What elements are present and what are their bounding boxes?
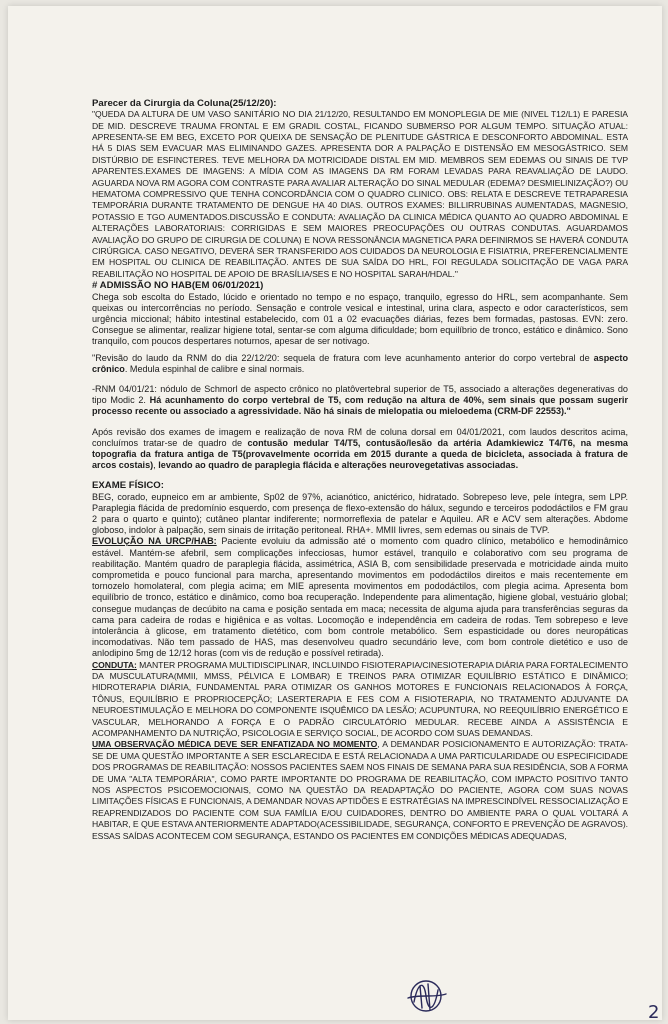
conduta-text: MANTER PROGRAMA MULTIDISCIPLINAR, INCLUINDO FISIOTERAPIA/CINESIOTERAPIA DIÁRIA PARA FORTALECIMENTO DA MUSCULATURA(MMII, MMSS, PÉLVICA E LOMBAR) E TREINOS PARA OTIMIZAR EQUILÍBRIO ESTÁTICO E DINÂMICO; HIDROTERAPIA DIÁRIA, FUNDAMENTAL PARA OTIMIZAR OS GANHOS MOTORES E FUNCIONAIS RELACIONADOS À FORÇA, TÔNUS, EQUILÍBRIO E PROPRIOCEPÇÃO; LASERTERAPIA E FES COM A FISIOTERAPIA, NO TRATAMENTO ADJUVANTE DA NEUROESTIMULAÇÃO E MELHORA DO COMPONENTE ISQUÊMICO DA LESÃO; ACUPUNTURA, NO REEQUILÍBRIO ENERGÉTICO E VASCULAR, MELHORANDO A FORÇA E O PADRÃO CIRCULATÓRIO MEDULAR. RECEBE AINDA A ASSISTÊNCIA E ACOMPANHAMENTO DA NUTRIÇÃO, PSICOLOGIA E SERVIÇO SOCIAL, DE ACORDO COM SUAS DEMANDAS. (92, 659, 628, 739)
conclusao (92, 427, 628, 472)
handwritten-signature-icon (400, 972, 452, 1020)
document-body (92, 98, 628, 842)
rnm-laudo (92, 384, 628, 418)
evolucao (92, 536, 628, 659)
observacao-title: UMA OBSERVAÇÃO MÉDICA DEVE SER ENFATIZADA NO MOMENTO (92, 739, 378, 750)
page-number: 2 (648, 1002, 660, 1020)
apos-bold1: contusão medular T4/T5, contusão/lesão da artéria Adamkiewicz T4/T6, na mesma topografia da fratura antiga de T5(provavelmente ocorrida em 2015 durante a queda de bicicleta, associada à fratura de arcos costais) (92, 437, 628, 471)
revisao-post: . Medula espinhal de calibre e sinal normais. (124, 363, 305, 374)
admissao-title: # ADMISSÃO NO HAB(EM 06/01/2021) (92, 280, 264, 292)
parecer-text: "QUEDA DA ALTURA DE UM VASO SANITÁRIO NO DIA 21/12/20, RESULTANDO EM MONOPLEGIA DE MIE (NIVEL T12/L1) E PARESIA DE MID. DESCREVE TRAUMA FRONTAL E EM GRADIL COSTAL, FICANDO SUBMERSO POR ALGUM TEMPO. SITUAÇÃO ATUAL: APRESENTA-SE EM BEG, EXCETO POR QUEIXA DE SENSAÇÃO DE PLENITUDE GÁSTRICA E DESCONFORTO ABDOMINAL. ESTA HÁ 5 DIAS SEM EVACUAR MAS ELIMINANDO GAZES. APRESENTA DOR A PALPAÇÃO E DISTENSÃO EM MESOGÁSTRICO. SEM DISTÚRBIO DE ESFINCTERES. TEVE MELHORA DA MOTRICIDADE DISTAL EM MID. MEMBROS SEM EDEMAS OU SINAIS DE TVP APARENTES.EXAMES DE IMAGENS: A MÍDIA COM AS IMAGENS DA RM FORAM LEVADAS PARA REAVALIAÇÃO DE LAUDO. AGUARDA NOVA RM AGORA COM CONTRASTE PARA AVALIAR ALTERAÇÃO DO SINAL MEDULAR (EDEMA? DESMIELINIZAÇÃO?) OU HEMATOMA COMPRESSIVO QUE TENHA CONCORDÂNCIA COM O QUADRO CLINICO. OBS: RELATA E DESCREVE TETRAPARESIA TEMPORÁRIA DURANTE TRATAMENTO DE DENGUE HA 40 DIAS. OUTROS EXAMES: BILLIRRUBINAS AUMENTADAS, MAGNESIO, POTASSIO E TGO AUMENTADOS.DISCUSSÃO E CONDUTA: AVALIAÇÃO DA CLINICA MÉDICA QUANTO AO QUADRO ABDOMINAL E ALTERAÇÕES LABORATORIAIS: CORRIGIDAS E SEM MAIORES PREOCUPAÇÕES OU OUTRAS CONDUTAS. AGUARDAMOS AVALIAÇÃO DO GRUPO DE CIRURGIA DE COLUNA) E NOVA RESSONÂNCIA MAGNETICA PARA DEFINIRMOS SE HAVERÁ CONDUTA CIRÚRGICA. CASO NEGATIVO, DEVERÁ SER TRANSFERIDO AOS CUIDADOS DA NEUROLOGIA E FISIATRIA, PREFERENCIALMENTE EM HOSPITAL OU CLINICA DE REABILITAÇÃO. ANTES DE SUA SAÍDA DO HRL, FOI REGULADA SOLICITAÇÃO DE VAGA PARA REABILITAÇÃO NO HOSPITAL DE APOIO DE BRASÍLIA/SES E NO HOSPITAL SARAH/HDAL." (92, 109, 628, 279)
observacao (92, 739, 628, 842)
apos-pre: Após revisão dos exames de imagem e realização de nova RM de coluna dorsal em 04/01/2021, com laudos descritos acima, concluímos tratar-se de quadro de (92, 426, 628, 448)
apos-bold2: levando ao quadro de paraplegia flácida e alterações neurovegetativas associadas. (158, 460, 519, 471)
exame-title: EXAME FÍSICO: (92, 480, 164, 492)
exame-text: BEG, corado, eupneico em ar ambiente, Sp02 de 97%, acianótico, anictérico, hidratado. Sobrepeso leve, pele íntegra, sem LPP. Paraplegia flácida de predomínio esquerdo, com presença de flexo-extensão do hálux, segundo e terceiros pododáctilos e FM grau 2 para o quarto e quinto); cutâneo plantar indiferente; normorreflexia de patelar e Aquileu. AR e ACV sem alterações. Abdome globoso, indolor à palpação, sem sinais de irritação peritoneal. RHA+. MMII livres, sem edemas ou sinais de TVP. (92, 491, 628, 536)
rnm-bold: Há acunhamento do corpo vertebral de T5, com redução na altura de 40%, sem sinais que possam sugerir processo recente ou associado a agressividade. Não há sinais de mielopatia ou mieloedema (CRM-DF 22553)." (92, 395, 628, 417)
parecer-title: Parecer da Cirurgia da Coluna(25/12/20): (92, 98, 277, 109)
evolucao-text: Paciente evoluiu da admissão até o momento com quadro clínico, metabólico e hemodinâmico estável. Mantém-se afebril, sem complicações infecciosas, humor estável, tranquilo e colaborativo com seu programa de reabilitação. Mantém quadro de paraplegia flácida, assimétrica, ASIA B, com sensibilidade preservada e motricidade ainda muito comprometida e pouco funcional para marcha, apresentando movimentos em pododáctilos direitos e mais recentemente em tornozelo homolateral, com plegia acima; em MIE apresenta movimentos em pododáctilos, com plegia acima. Apresenta bom equilíbrio de tronco, estático e dinâmico, como boa recuperação. Independente para alimentação, higiene global, vestuário global; consegue mudanças de decúbito na cama e posição sentada em maca; necessita de alguma ajuda para transferências seguras da cama para cadeira de rodas e higiênica e as voltas. Locomoção e independência em cadeira de rodas. Tem sobrepeso e leve intolerância à glicose, em tratamento dietético, com bom controle metabólico. Sem espasticidade ou dores neuropáticas incomodativas. Não tem passado de HAS, mas desenvolveu quadro secundário leve, com bom controle dietético e uso de anlodipino 5mg de 12/12 horas (com vis de redução e possível retirada). (92, 536, 628, 659)
revisao-bold: aspecto crônico (92, 352, 628, 374)
conduta-title: CONDUTA: (92, 659, 137, 670)
document-page (8, 6, 662, 1020)
apos-mid: , (153, 460, 159, 471)
rnm-pre: -RNM 04/01/21: nódulo de Schmorl de aspecto crônico no platôvertebral superior de T5, associado a alterações degenerativas do tipo Modic 2. (92, 383, 628, 406)
revisao-laudo (92, 353, 628, 375)
evolucao-title: EVOLUÇÃO NA URCP/HAB: (92, 536, 217, 547)
revisao-pre: "Revisão do laudo da RNM do dia 22/12/20: sequela de fratura com leve acunhamento anterior do corpo vertebral de (92, 352, 594, 363)
admissao-text: Chega sob escolta do Estado, lúcido e orientado no tempo e no espaço, tranquilo, egresso do HRL, sem acompanhante. Sem queixas ou intercorrências no período. Sensação e controle vesical e intestinal, urina clara, aspecto e odor característicos, sem urgência miccional; hábito intestinal estabelecido, com 01 a 02 evacuações diárias, fezes bem formadas, pastosas. EVN: zero. Consegue se alimentar, realizar higiene total, sentar-se com alguma dificuldade; bom equilíbrio de tronco, estático e dinâmico. Sono tranquilo, com poucos despertares noturnos, apesar de ser notivago. (92, 291, 628, 347)
conduta (92, 660, 628, 740)
observacao-text: , A DEMANDAR POSICIONAMENTO E AUTORIZAÇÃO: TRATA-SE DE UMA QUESTÃO IMPORTANTE A SER ESCLARECIDA E ESTÁ RELACIONADA A UMA PARTICULARIDADE OU ESPECIFICIDADE DOS PROGRAMAS DE REABILITAÇÃO: NOSSOS PACIENTES SAEM NOS FINAIS DE SEMANA PARA SUA RESIDÊNCIA, SOB A FORMA DE UMA "ALTA TEMPORÁRIA", COMO PARTE IMPORTANTE DO PROGRAMA DE REABILITAÇÃO, COM IMPACTO POSITIVO TANTO NOS ASPECTOS PSICOEMOCIONAIS, COMO NA QUESTÃO DA READAPTAÇÃO DO PACIENTE, AGORA COM SUAS NOVAS LIMITAÇÕES FÍSICAS E FUNCIONAIS, A DEMANDAR NOVAS APTIDÕES E ESTRATÉGIAS NA IMPRESCINDÍVEL RESSOCIALIZAÇÃO E REAPRENDIZADOS DO PACIENTE COM SUA FAMÍLIA E/OU CUIDADORES, DENTRO DO AMBIENTE PARA O QUAL VOLTARÁ A HABITAR, E QUE ESTAVA ANTERIORMENTE ADAPTADO(ACESSIBILIDADE, SEGURANÇA, CONFORTO E PREVENÇÃO DE AGRAVOS). ESSAS SAÍDAS ACONTECEM COM SEGURANÇA, ESTANDO OS PACIENTES EM CONDIÇÕES MÉDICAS ADEQUADAS, (92, 739, 628, 841)
